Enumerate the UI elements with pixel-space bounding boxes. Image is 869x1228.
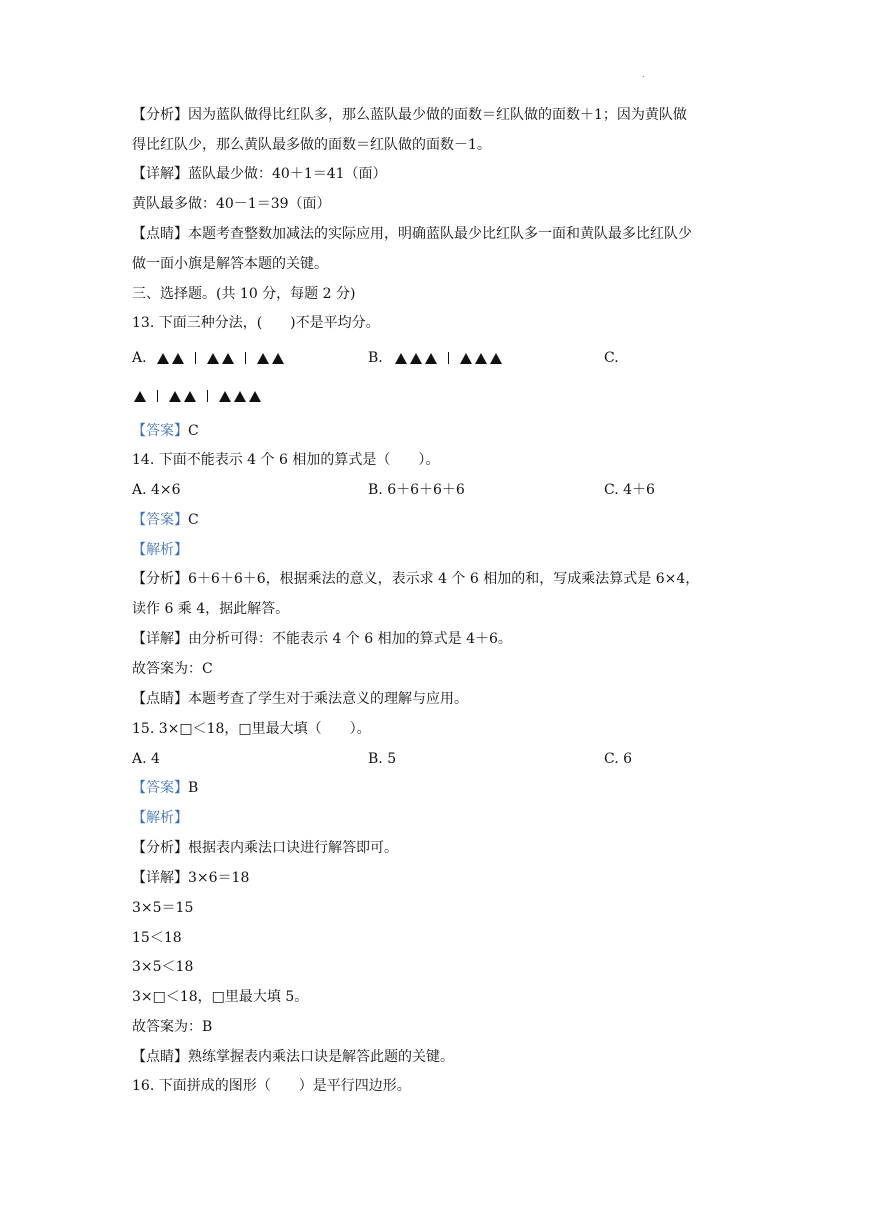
triangle-icon — [157, 353, 169, 364]
explanation-label-14: 【解析】 — [132, 542, 188, 558]
explanation-label-15: 【解析】 — [132, 810, 188, 826]
answer-13 — [132, 422, 199, 440]
answer-label: 【答案】 — [132, 512, 188, 528]
q13-option-c-figure — [134, 390, 261, 402]
triangle-icon — [425, 353, 437, 364]
answer-15 — [132, 779, 198, 797]
answer-value: B — [188, 780, 199, 796]
q14-option-c: C. 4＋6 — [604, 482, 655, 498]
q13-option-a-figure — [157, 352, 284, 364]
answer-value: C — [188, 423, 199, 439]
triangle-icon — [395, 353, 407, 364]
triangle-icon — [410, 353, 422, 364]
step-15-1: 3×5＝15 — [132, 900, 194, 916]
analysis-15: 【分析】根据表内乘法口诀进行解答即可。 — [132, 840, 398, 856]
divider-bar — [245, 352, 246, 364]
analysis-line-2: 得比红队少，那么黄队最多做的面数＝红队做的面数－1。 — [132, 137, 491, 153]
answer-14 — [132, 511, 199, 529]
answer-value: C — [188, 512, 199, 528]
triangle-icon — [475, 353, 487, 364]
triangle-icon — [172, 353, 184, 364]
conclusion-14: 故答案为：C — [132, 661, 213, 677]
question-14: 14. 下面不能表示 4 个 6 相加的算式是（ ）。 — [132, 452, 440, 468]
q15-option-c: C. 6 — [604, 751, 633, 767]
question-16: 16. 下面拼成的图形（ ）是平行四边形。 — [132, 1078, 411, 1094]
triangle-icon — [249, 391, 261, 402]
triangle-icon — [219, 391, 231, 402]
triangle-icon — [134, 391, 146, 402]
question-13: 13. 下面三种分法，( )不是平均分。 — [132, 315, 380, 331]
comment-line-2: 做一面小旗是解答本题的关键。 — [132, 256, 328, 272]
section-heading: 三、选择题。(共 10 分，每题 2 分) — [132, 286, 356, 302]
step-15-2: 15＜18 — [132, 930, 182, 946]
answer-label: 【答案】 — [132, 780, 188, 796]
step-15-3: 3×5＜18 — [132, 959, 194, 975]
detail-15: 【详解】3×6＝18 — [132, 870, 250, 886]
comment-15: 【点睛】熟练掌握表内乘法口诀是解答此题的关键。 — [132, 1049, 454, 1065]
q13-option-c-label: C. — [604, 350, 619, 366]
triangle-icon — [234, 391, 246, 402]
top-mark: . — [642, 70, 645, 79]
triangle-icon — [207, 353, 219, 364]
detail-14: 【详解】由分析可得：不能表示 4 个 6 相加的算式是 4＋6。 — [132, 631, 512, 647]
divider-bar — [157, 390, 158, 402]
q15-option-b: B. 5 — [368, 751, 397, 767]
analysis-14-line-2: 读作 6 乘 4，据此解答。 — [132, 601, 290, 617]
divider-bar — [195, 352, 196, 364]
comment-14: 【点睛】本题考查了学生对于乘法意义的理解与应用。 — [132, 691, 468, 707]
q13-option-a-label: A. — [132, 350, 147, 366]
analysis-14-line-1: 【分析】6＋6＋6＋6，根据乘法的意义，表示求 4 个 6 相加的和，写成乘法算式是 6×4， — [132, 571, 700, 587]
triangle-icon — [222, 353, 234, 364]
conclusion-15: 故答案为：B — [132, 1019, 213, 1035]
divider-bar — [207, 390, 208, 402]
detail-line-1: 【详解】蓝队最少做：40＋1＝41（面） — [132, 166, 387, 182]
step-15-4: 3×□＜18，□里最大填 5。 — [132, 989, 309, 1005]
q14-option-b: B. 6＋6＋6＋6 — [368, 482, 465, 498]
comment-line-1: 【点睛】本题考查整数加减法的实际应用，明确蓝队最少比红队多一面和黄队最多比红队少 — [132, 226, 692, 242]
q15-option-a: A. 4 — [132, 751, 160, 767]
triangle-icon — [490, 353, 502, 364]
answer-label: 【答案】 — [132, 423, 188, 439]
q14-option-a: A. 4×6 — [132, 482, 181, 498]
question-15: 15. 3×□＜18，□里最大填（ ）。 — [132, 721, 371, 737]
divider-bar — [448, 352, 449, 364]
triangle-icon — [169, 391, 181, 402]
analysis-line-1: 【分析】因为蓝队做得比红队多，那么蓝队最少做的面数＝红队做的面数＋1；因为黄队做 — [132, 107, 687, 123]
q13-option-b-label: B. — [368, 350, 383, 366]
q13-option-b-figure — [395, 352, 502, 364]
triangle-icon — [257, 353, 269, 364]
detail-line-2: 黄队最多做：40－1＝39（面） — [132, 196, 331, 212]
triangle-icon — [184, 391, 196, 402]
triangle-icon — [460, 353, 472, 364]
triangle-icon — [272, 353, 284, 364]
